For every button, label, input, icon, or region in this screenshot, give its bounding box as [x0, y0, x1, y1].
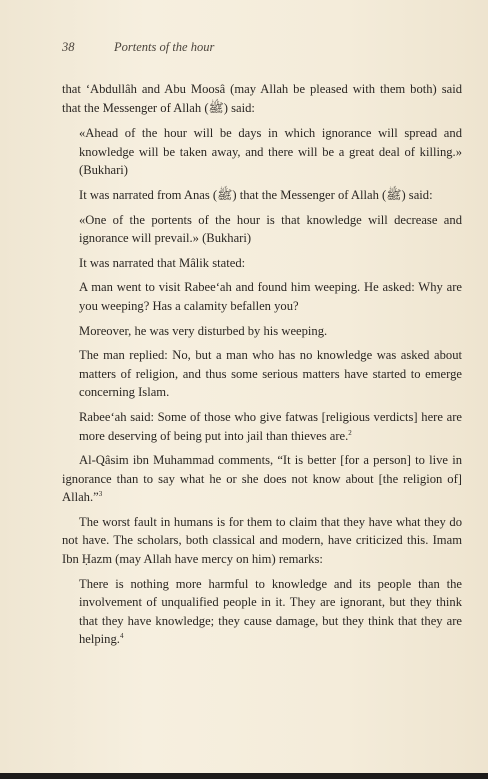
narration-paragraph: A man went to visit Rabee‘ah and found him weeping. He asked: Why are you weeping? Has a calamity befallen you?: [79, 280, 462, 313]
block-quote: There is nothing more harmful to knowledge and its people than the involvement of unqualified people in it. They are ignorant, but they think that they have knowledge; they cause damage, but they think that they are helping.$^4$: [79, 576, 462, 647]
paragraph: that ‘Abdullâh and Abu Moosâ (may Allah be pleased with them both) said that the Messenger of Allah (ﷺ) said:: [62, 82, 462, 115]
page-number: 38: [62, 40, 75, 54]
footnote-marker: 3: [98, 490, 103, 499]
scan-edge: [0, 773, 488, 779]
paragraph: The worst fault in humans is for them to claim that they have what they do not have. The scholars, both classical and modern, have criticized this. Imam Ibn Ḥazm (may Allah have mercy on him) remarks:: [62, 514, 462, 567]
footnote-marker: 2: [348, 428, 352, 437]
narration-intro: It was narrated from Anas (ﷺ) that the Messenger of Allah (ﷺ) said:: [79, 187, 433, 202]
narration-intro: It was narrated that Mâlik stated:: [79, 255, 246, 270]
narration-paragraph: Rabee‘ah said: Some of those who give fatwas [religious verdicts] here are more deserving of being put into jail than thieves are.$^2$: [79, 409, 462, 443]
page-body: [62, 80, 462, 655]
footnote-marker: 4: [119, 632, 124, 641]
paragraph: Al-Qâsim ibn Muhammad comments, “It is better [for a person] to live in ignorance than to say what he or she does not know about [the religion of] Allah.”$^3$: [62, 453, 462, 505]
narration-paragraph: The man replied: No, but a man who has no knowledge was asked about matters of religion, and thus some serious matters have started to emerge concerning Islam.: [79, 348, 462, 400]
running-header: [62, 40, 458, 55]
hadith-quote: «Ahead of the hour will be days in which ignorance will spread and knowledge will be taken away, and there will be a great deal of killing.» (Bukhari): [79, 126, 462, 178]
running-title: Portents of the hour: [114, 40, 215, 54]
narration-paragraph: Moreover, he was very disturbed by his weeping.: [79, 323, 328, 338]
hadith-quote: «One of the portents of the hour is that knowledge will decrease and ignorance will prevail.» (Bukhari): [79, 212, 462, 246]
